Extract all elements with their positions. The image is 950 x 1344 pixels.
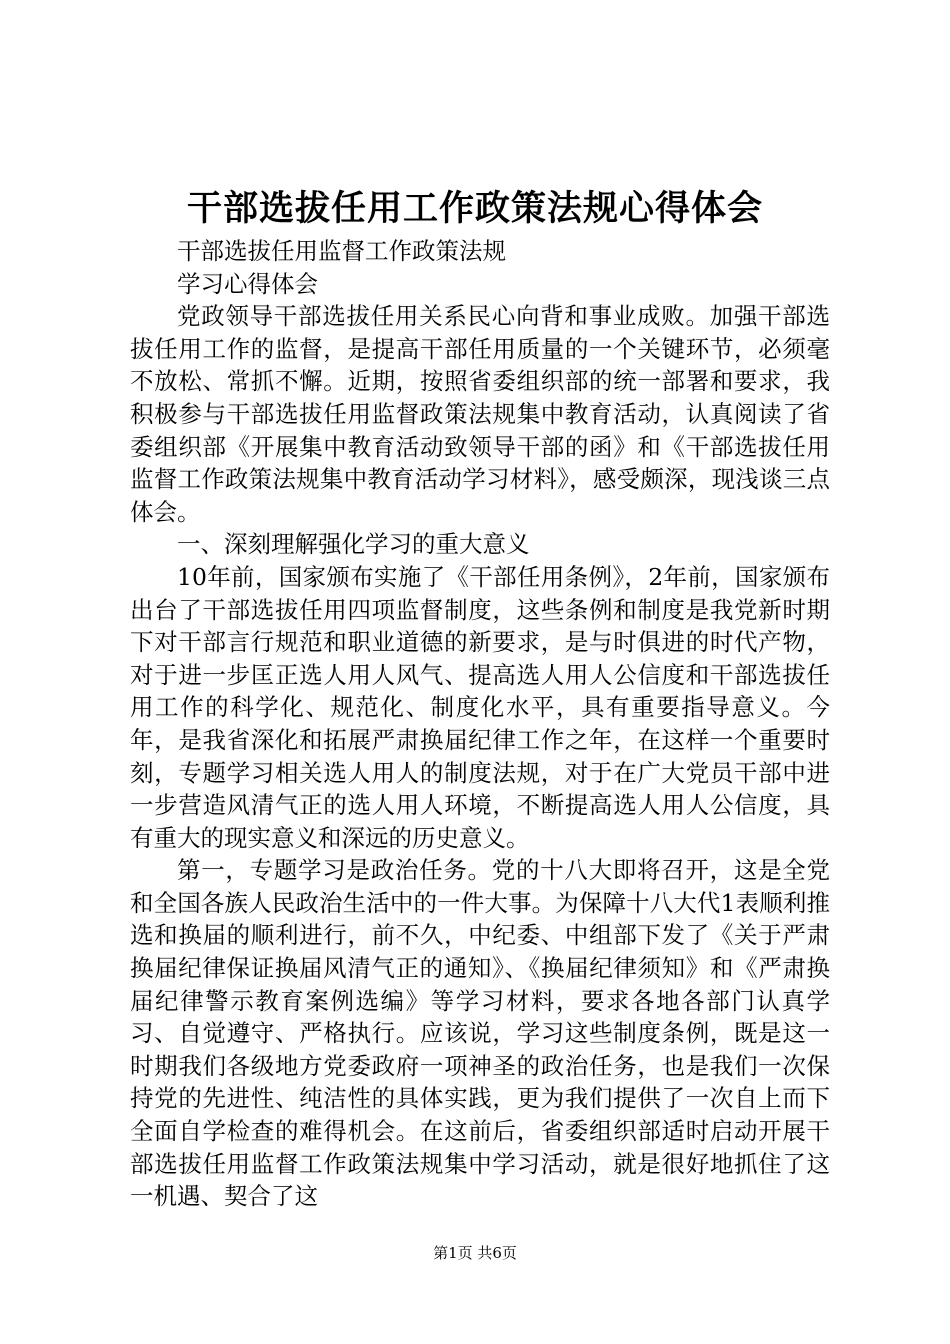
document-body [130,235,830,1213]
paragraph-subtitle-line-1: 干部选拔任用监督工作政策法规 [177,237,506,265]
paragraph-intro: 党政领导干部选拔任用关系民心向背和事业成败。加强干部选拔任用工作的监督，是提高干部任用质量的一个关键环节，必须毫不放松、常抓不懈。近期，按照省委组织部的统一部署和要求，我积极参与干部选拔任用监督政策法规集中教育活动，认真阅读了省委组织部《开展集中教育活动致领导干部的函》和《干部选拔任用监督工作政策法规集中教育活动学习材料》，感受颇深，现浅谈三点体会。 [130,302,830,526]
document-title: 干部选拔任用工作政策法规心得体会 [186,188,763,229]
paragraph-point-1: 第一，专题学习是政治任务。党的十八大即将召开，这是全党和全国各族人民政治生活中的一件大事。为保障十八大代1表顺利推选和换届的顺利进行，前不久，中纪委、中组部下发了《关于严肃换届纪律保证换届风清气正的通知》、《换届纪律须知》和《严肃换届纪律警示教育案例选编》等学习材料，要求各地各部门认真学习、自觉遵守、严格执行。应该说，学习这些制度条例，既是这一时期我们各级地方党委政府一项神圣的政治任务，也是我们一次保持党的先进性、纯洁性的具体实践，更为我们提供了一次自上而下全面自学检查的难得机会。在这前后，省委组织部适时启动开展干部选拔任用监督工作政策法规集中学习活动，就是很好地抓住了这一机遇、契合了这 [130,856,830,1211]
paragraph-background: 10年前，国家颁布实施了《干部任用条例》，2年前，国家颁布出台了干部选拔任用四项监督制度，这些条例和制度是我党新时期下对干部言行规范和职业道德的新要求，是与时俱进的时代产物，对于进一步匡正选人用人风气、提高选人用人公信度和干部选拔任用工作的科学化、规范化、制度化水平，具有重要指导意义。今年，是我省深化和拓展严肃换届纪律工作之年，在这样一个重要时刻，专题学习相关选人用人的制度法规，对于在广大党员干部中进一步营造风清气正的选人用人环境，不断提高选人用人公信度，具有重大的现实意义和深远的历史意义。 [130,562,830,852]
section-heading-1: 一、深刻理解强化学习的重大意义 [177,530,530,559]
paragraph-subtitle-line-2: 学习心得体会 [177,269,318,298]
page-footer: 第1页 共6页 [433,1244,517,1262]
